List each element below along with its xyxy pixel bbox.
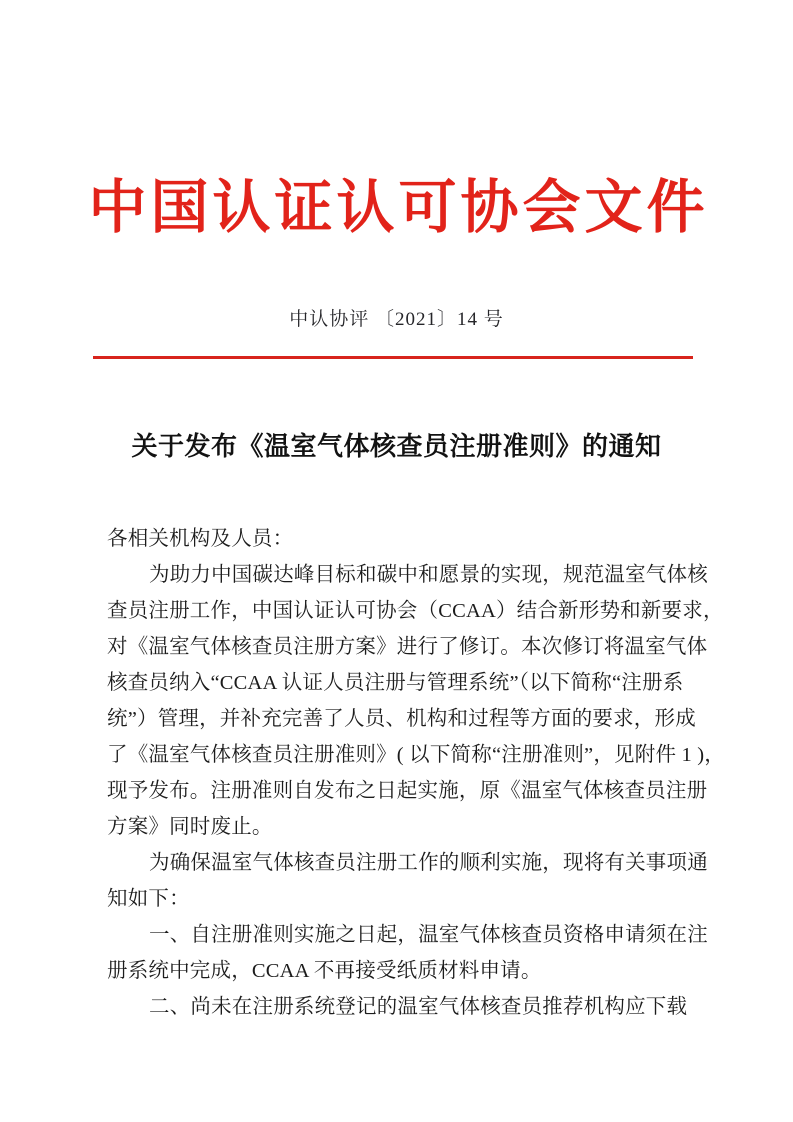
page-title: 关于发布《温室气体核查员注册准则》的通知: [131, 432, 662, 461]
body-line: 为助力中国碳达峰目标和碳中和愿景的实现，规范温室气体核: [149, 564, 708, 586]
organization-title: 中国认证认可协会文件: [88, 175, 709, 240]
masthead: [0, 176, 793, 241]
body-line-item-one: 一、自注册准则实施之日起，温室气体核查员资格申请须在注: [149, 924, 708, 946]
body-line: 现予发布。注册准则自发布之日起实施，原《温室气体核查员注册: [107, 780, 708, 802]
body-line: 方案》同时废止。: [107, 816, 273, 838]
body-line: 知如下：: [107, 888, 190, 910]
document-heading-row: [0, 428, 793, 466]
body-line: 了《温室气体核查员注册准则》( 以下简称“注册准则”，见附件 1 )，: [107, 744, 725, 766]
document-number: 中认协评 〔2021〕14 号: [289, 309, 504, 330]
body-line: 查员注册工作，中国认证认可协会（CCAA）结合新形势和新要求，: [107, 600, 724, 622]
body-line-salutation: 各相关机构及人员：: [107, 528, 294, 550]
body-line: 册系统中完成，CCAA 不再接受纸质材料申请。: [107, 960, 542, 982]
body-line-item-two: 二、尚未在注册系统登记的温室气体核查员推荐机构应下载: [149, 996, 688, 1018]
document-body: [107, 521, 725, 1025]
body-line: 核查员纳入“CCAA 认证人员注册与管理系统”（以下简称“注册系: [107, 672, 684, 694]
red-separator-rule: [93, 356, 693, 359]
body-line: 对《温室气体核查员注册方案》进行了修订。本次修订将温室气体: [107, 636, 708, 658]
document-number-row: [0, 306, 793, 335]
body-line: 为确保温室气体核查员注册工作的顺利实施，现将有关事项通: [149, 852, 708, 874]
body-line: 统”）管理，并补充完善了人员、机构和过程等方面的要求，形成: [107, 708, 696, 730]
